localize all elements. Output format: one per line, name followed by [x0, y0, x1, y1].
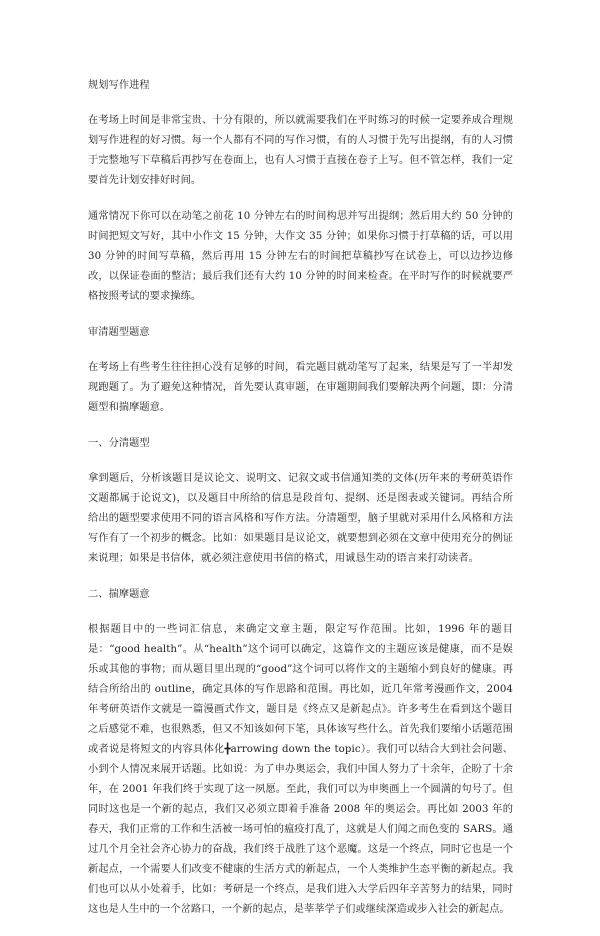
- document-body: [88, 76, 513, 936]
- section-heading: 一、分清题型: [88, 438, 150, 449]
- paragraph: 拿到题后，分析该题目是议论文、说明文、记叙文或书信通知类的文体(历年来的考研英语作文题都属于论说文)，以及题目中所给的信息是段首句、提纲、还是图表或关键词。再结合所给出的题型要求使用不同的语言风格和写作方法。分清题型，脑子里就对采用什么风格和方法写作有了一个初步的概念。比如：如果题目是议论文，就要想到必须在文章中使用充分的例证来说理；如果是书信体，就必须注意使用书信的格式，用诚恳生动的语言来打动读者。: [88, 473, 513, 564]
- section-heading: 审清题型题意: [88, 327, 150, 338]
- paragraph: 在考场上时间是非常宝贵、十分有限的，所以就需要我们在平时练习的时候一定要养成合理规划写作进程的好习惯。每一个人都有不同的写作习惯，有的人习惯于先写出提纲，有的人习惯于完整地写下草稿后再抄写在卷面上，也有人习惯于直接在卷子上写。但不管怎样，我们一定要首先计划安排好时间。: [88, 115, 513, 186]
- section-heading: 二、揣摩题意: [88, 589, 150, 600]
- section-heading: 规划写作进程: [88, 80, 150, 91]
- paragraph: 根据题目中的一些词汇信息，来确定文章主题，限定写作范围。比如，1996 年的题目是：“good health”。从“health”这个词可以确定，这篇作文的主题应该是健康，而不是娱乐或其他的事物；而从题目里出现的“good”这个词可以将作文的主题缩小到良好的健康。再结合所给出的 outline，确定具体的写作思路和范围。再比如，近几年常考漫画作文，2004 年考研英语作文就是一篇漫画式作文，题目是《终点又是新起点》。许多考生在看到这个题目之后感觉不难，也很熟悉，但又不知该如何下笔，具体该写些什么。首先我们要缩小话题范围或者说是将短文的内容具体化╋arrowing down the topic）。我们可以结合大到社会问题、小到个人情况来展开话题。比如说：为了申办奥运会，我们中国人努力了十余年，企盼了十余年，在 2001 年我们终于实现了这一夙愿。至此，我们可以为申奥画上一个圆满的句号了。但同时这也是一个新的起点，我们又必须立即着手准备 2008 年的奥运会。再比如 2003 年的春天，我们正常的工作和生活被一场可怕的瘟疫打乱了，这就是人们闻之而色变的 SARS。通过几个月全社会齐心协力的奋战，我们终于战胜了这个恶魔。这是一个终点，同时它也是一个新起点，一个需要人们改变不健康的生活方式的新起点，一个人类维护生态平衡的新起点。我们也可以从小处着手，比如：考研是一个终点，是我们进入大学后四年辛苦努力的结果，同时这也是人生中的一个岔路口，一个新的起点，是莘莘学子们或继续深造或步入社会的新起点。: [88, 624, 513, 915]
- paragraph: 在考场上有些考生往往担心没有足够的时间，看完题目就动笔写了起来，结果是写了一半却发现跑题了。为了避免这种情况，首先要认真审题，在审题期间我们要解决两个问题，即：分清题型和揣摩题意。: [88, 362, 513, 413]
- paragraph: 通常情况下你可以在动笔之前花 10 分钟左右的时间构思并写出提纲；然后用大约 50 分钟的时间把短文写好，其中小作文 15 分钟，大作文 35 分钟；如果你习惯于打草稿的话，可以用 30 分钟的时间写草稿，然后再用 15 分钟左右的时间把草稿抄写在试卷上，可以边抄边修改，以保证卷面的整洁；最后我们还有大约 10 分钟的时间来检查。在平时写作的时候就要严格按照考试的要求操练。: [88, 211, 513, 302]
